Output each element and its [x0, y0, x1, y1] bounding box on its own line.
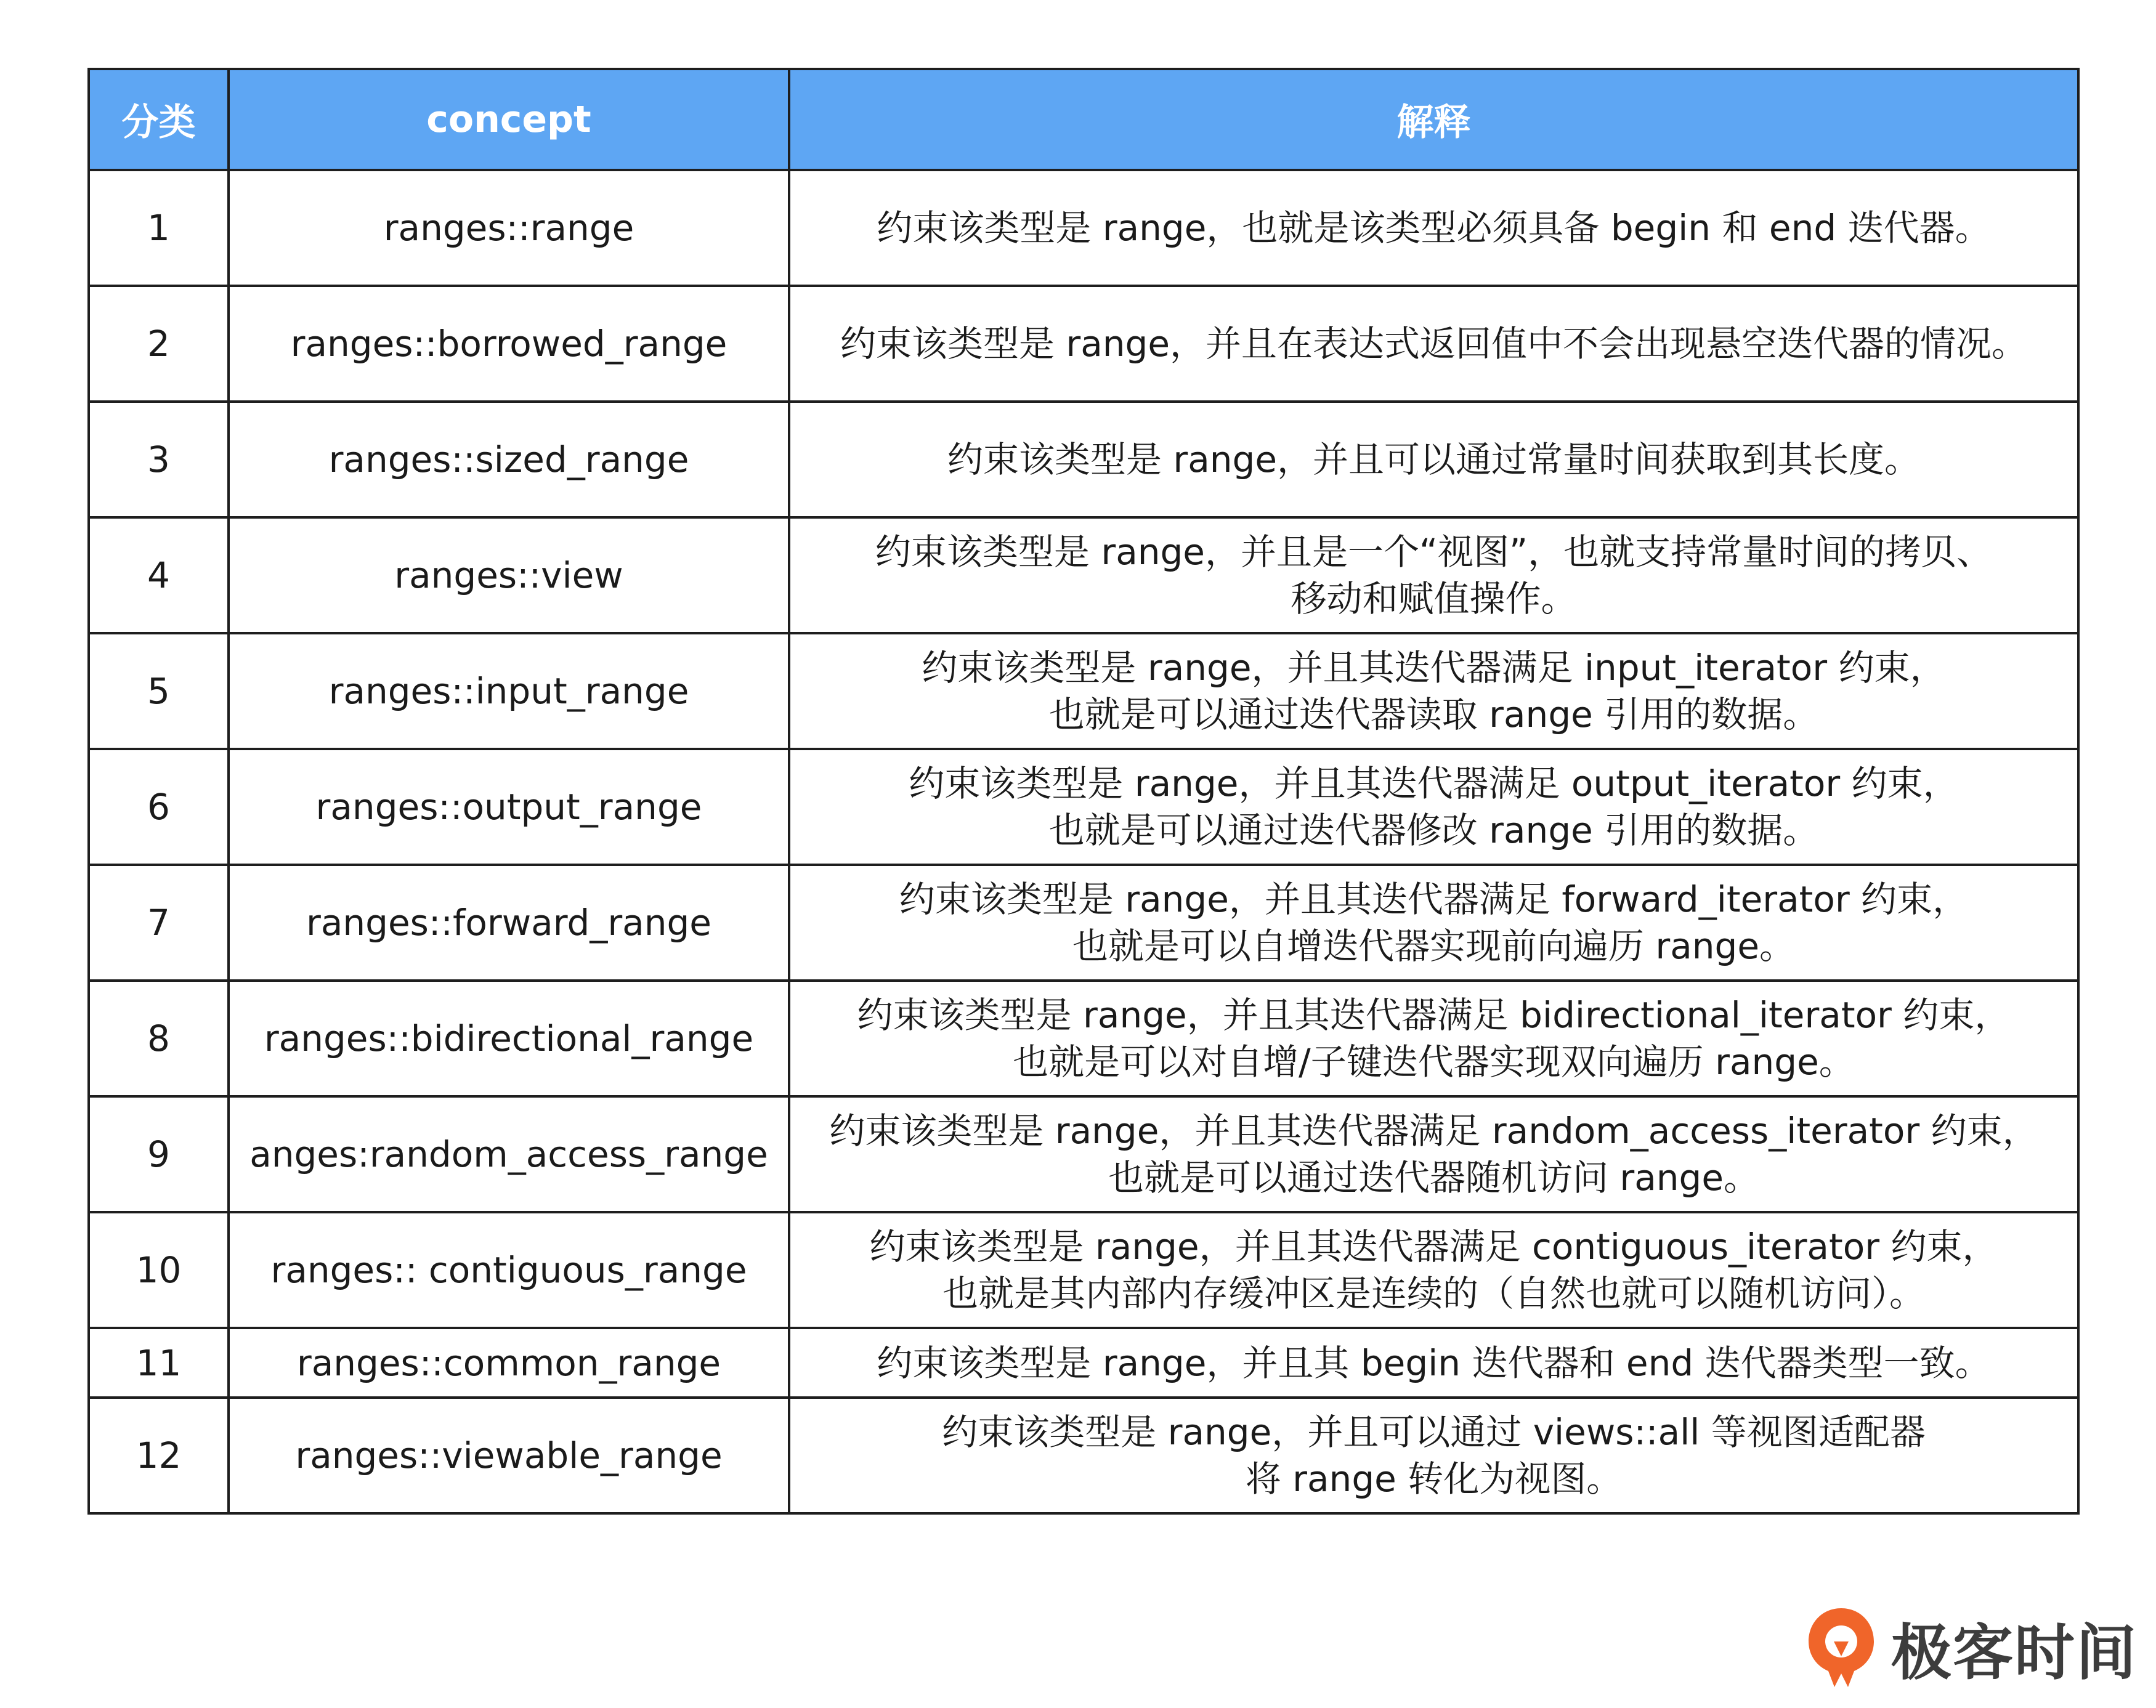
row-category-cell: 2	[89, 286, 229, 402]
row-concept-cell: ranges::common_range	[229, 1328, 789, 1398]
explanation-line: 也就是可以通过迭代器读取 range 引用的数据。	[1048, 694, 1819, 735]
explanation-line: 也就是可以通过迭代器随机访问 range。	[1108, 1157, 1760, 1199]
explanation-line: 约束该类型是 range，也就是该类型必须具备 begin 和 end 迭代器。	[877, 207, 1991, 249]
row-concept-cell: ranges::viewable_range	[229, 1398, 789, 1513]
row-category-cell: 8	[89, 981, 229, 1096]
table-row	[89, 286, 2078, 402]
row-category-cell: 3	[89, 402, 229, 517]
table-row	[89, 981, 2078, 1096]
table-row	[89, 517, 2078, 633]
row-category-cell: 12	[89, 1398, 229, 1513]
row-concept-cell: anges:random_access_range	[229, 1096, 789, 1212]
explanation-line: 约束该类型是 range，并且可以通过常量时间获取到其长度。	[947, 439, 1921, 480]
geektime-logo	[1805, 1605, 2138, 1691]
explanation-line: 将 range 转化为视图。	[1245, 1458, 1623, 1500]
table-row	[89, 865, 2078, 981]
header-category: 分类	[89, 69, 229, 170]
concepts-table	[87, 68, 2080, 1515]
explanation-line: 移动和赋值操作。	[1291, 578, 1577, 620]
logo-text: 极客时间	[1891, 1617, 2138, 1688]
geektime-logo-icon	[1805, 1605, 1878, 1691]
explanation-line: 也就是可以自增迭代器实现前向遍历 range。	[1072, 925, 1796, 967]
table-header-row	[89, 69, 2078, 170]
row-category-cell: 6	[89, 749, 229, 865]
explanation-line: 约束该类型是 range，并且其迭代器满足 bidirectional_iterator 约束，	[857, 994, 2011, 1036]
row-category-cell: 4	[89, 517, 229, 633]
explanation-line: 约束该类型是 range，并且可以通过 views::all 等视图适配器	[942, 1411, 1926, 1453]
table-row	[89, 170, 2078, 286]
row-explanation-cell	[789, 517, 2078, 633]
explanation-line: 约束该类型是 range，并且其迭代器满足 random_access_iterator 约束，	[829, 1110, 2038, 1152]
row-category-cell: 5	[89, 633, 229, 749]
header-explanation: 解释	[789, 69, 2078, 170]
explanation-line: 也就是其内部内存缓冲区是连续的（自然也就可以随机访问）。	[942, 1273, 1925, 1314]
explanation-line: 约束该类型是 range，并且是一个“视图”，也就支持常量时间的拷贝、	[875, 531, 1993, 573]
table-row	[89, 749, 2078, 865]
row-explanation-cell	[789, 1212, 2078, 1328]
row-concept-cell: ranges::forward_range	[229, 865, 789, 981]
row-category-cell: 10	[89, 1212, 229, 1328]
row-explanation-cell	[789, 865, 2078, 981]
row-category-cell: 7	[89, 865, 229, 981]
row-category-cell: 9	[89, 1096, 229, 1212]
row-explanation-cell	[789, 981, 2078, 1096]
explanation-line: 约束该类型是 range，并且其 begin 迭代器和 end 迭代器类型一致。	[877, 1342, 1991, 1384]
row-concept-cell: ranges::bidirectional_range	[229, 981, 789, 1096]
row-concept-cell: ranges::output_range	[229, 749, 789, 865]
explanation-line: 约束该类型是 range，并且其迭代器满足 input_iterator 约束，	[922, 647, 1946, 689]
row-explanation-cell	[789, 1398, 2078, 1513]
row-explanation-cell	[789, 1096, 2078, 1212]
table-row	[89, 1212, 2078, 1328]
explanation-line: 约束该类型是 range，并且其迭代器满足 output_iterator 约束，	[909, 763, 1959, 804]
table-row	[89, 1398, 2078, 1513]
row-explanation-cell	[789, 749, 2078, 865]
row-category-cell: 11	[89, 1328, 229, 1398]
row-concept-cell: ranges::range	[229, 170, 789, 286]
header-concept: concept	[229, 69, 789, 170]
row-explanation-cell	[789, 402, 2078, 517]
row-explanation-cell	[789, 633, 2078, 749]
row-concept-cell: ranges::view	[229, 517, 789, 633]
row-concept-cell: ranges:: contiguous_range	[229, 1212, 789, 1328]
row-explanation-cell	[789, 170, 2078, 286]
table-row	[89, 1096, 2078, 1212]
explanation-line: 也就是可以对自增/子键迭代器实现双向遍历 range。	[1013, 1041, 1855, 1083]
row-concept-cell: ranges::sized_range	[229, 402, 789, 517]
row-category-cell: 1	[89, 170, 229, 286]
explanation-line: 约束该类型是 range，并且其迭代器满足 forward_iterator 约束，	[899, 878, 1969, 920]
table-row	[89, 402, 2078, 517]
row-concept-cell: ranges::input_range	[229, 633, 789, 749]
explanation-line: 约束该类型是 range，并且其迭代器满足 contiguous_iterator 约束，	[869, 1226, 1998, 1268]
explanation-line: 也就是可以通过迭代器修改 range 引用的数据。	[1048, 809, 1819, 851]
table-body	[89, 170, 2078, 1513]
explanation-line: 约束该类型是 range，并且在表达式返回值中不会出现悬空迭代器的情况。	[840, 323, 2028, 365]
row-explanation-cell	[789, 286, 2078, 402]
row-explanation-cell	[789, 1328, 2078, 1398]
row-concept-cell: ranges::borrowed_range	[229, 286, 789, 402]
table-row	[89, 1328, 2078, 1398]
table-row	[89, 633, 2078, 749]
concepts-table-container	[87, 68, 2077, 1515]
